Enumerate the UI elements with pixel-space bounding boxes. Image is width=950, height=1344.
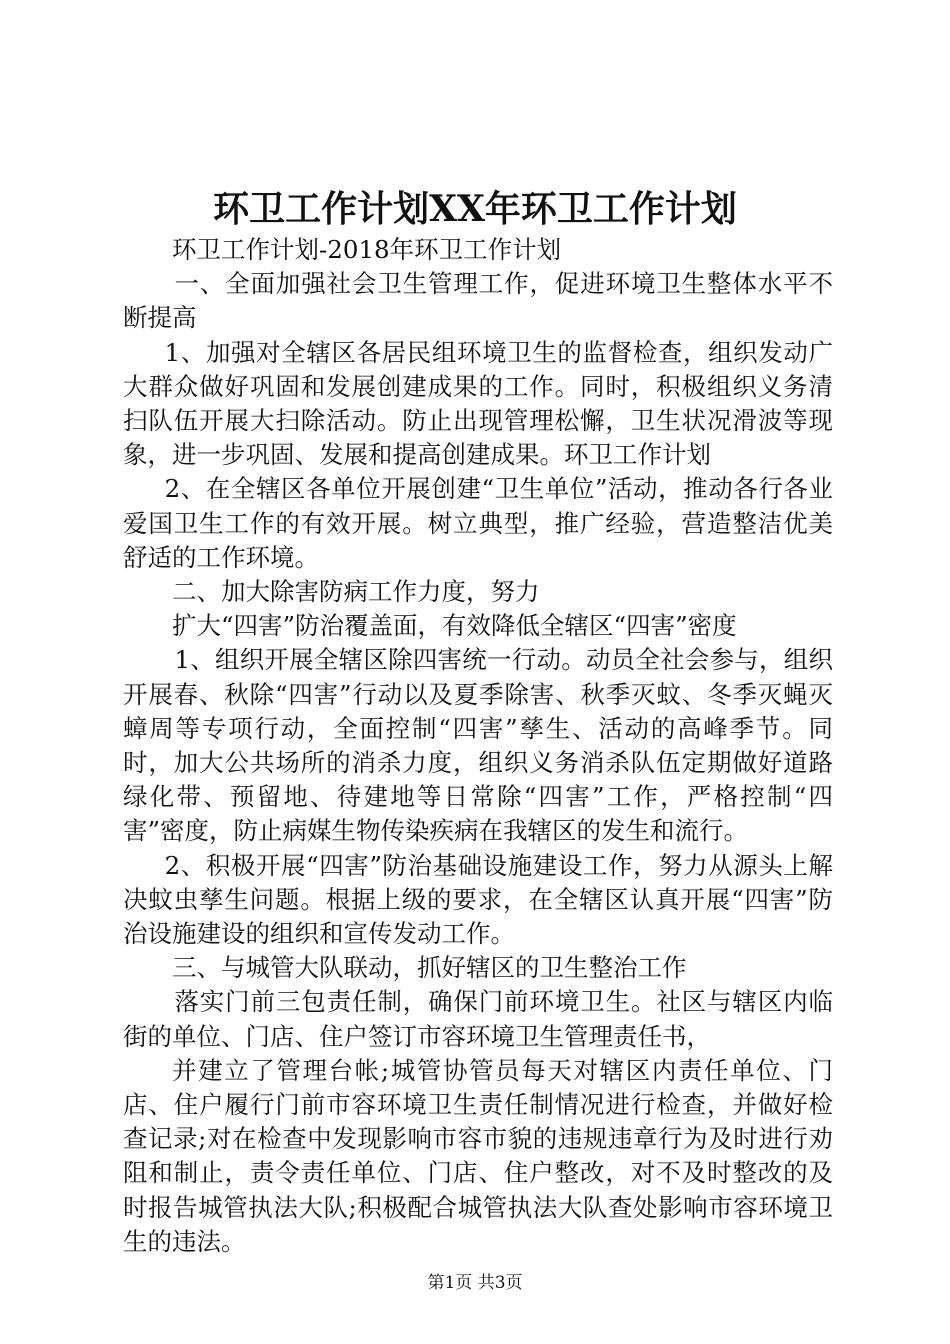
paragraph: 一、全面加强社会卫生管理工作，促进环境卫生整体水平不断提高 <box>123 269 833 333</box>
paragraph: 环卫工作计划-2018年环卫工作计划 <box>172 235 562 264</box>
paragraph: 二、加大除害防病工作力度，努力 <box>172 577 540 607</box>
paragraph: 三、与城管大队联动，抓好辖区的卫生整治工作 <box>172 953 687 983</box>
paragraph: 2、在全辖区各单位开展创建“卫生单位”活动，推动各行各业爱国卫生工作的有效开展。树立典型，推广经验，营造整洁优美舒适的工作环境。 <box>123 474 833 572</box>
paragraph: 1、加强对全辖区各居民组环境卫生的监督检查，组织发动广大群众做好巩固和发展创建成果的工作。同时，积极组织义务清扫队伍开展大扫除活动。防止出现管理松懈，卫生状况滑波等现象，进一步巩固、发展和提高创建成果。环卫工作计划 <box>123 337 833 470</box>
paragraph: 落实门前三包责任制，确保门前环境卫生。社区与辖区内临街的单位、门店、住户签订市容环境卫生管理责任书， <box>123 987 833 1051</box>
paragraph: 2、积极开展“四害”防治基础设施建设工作，努力从源头上解决蚊虫孳生问题。根据上级的要求，在全辖区认真开展“四害”防治设施建设的组织和宣传发动工作。 <box>123 850 833 949</box>
page-footer: 第1页 共3页 <box>427 1273 523 1293</box>
document-title: 环卫工作计划XX年环卫工作计划 <box>213 188 737 230</box>
paragraph: 并建立了管理台帐;城管协管员每天对辖区内责任单位、门店、住户履行门前市容环境卫生责任制情况进行检查，并做好检查记录;对在检查中发现影响市容市貌的违规违章行为及时进行劝阻和制止，责令责任单位、门店、住户整改，对不及时整改的及时报告城管执法大队;积极配合城管执法大队查处影响市容环境卫生的违法。 <box>123 1055 833 1256</box>
paragraph: 扩大“四害”防治覆盖面，有效降低全辖区“四害”密度 <box>172 611 737 641</box>
document-body <box>123 233 833 1259</box>
paragraph: 1、组织开展全辖区除四害统一行动。动员全社会参与，组织开展春、秋除“四害”行动以及夏季除害、秋季灭蚊、冬季灭蝇灭蟑周等专项行动，全面控制“四害”孳生、活动的高峰季节。同时，加大公共场所的消杀力度，组织义务消杀队伍定期做好道路绿化带、预留地、待建地等日常除“四害”工作，严格控制“四害”密度，防止病媒生物传染疾病在我辖区的发生和流行。 <box>123 645 833 846</box>
